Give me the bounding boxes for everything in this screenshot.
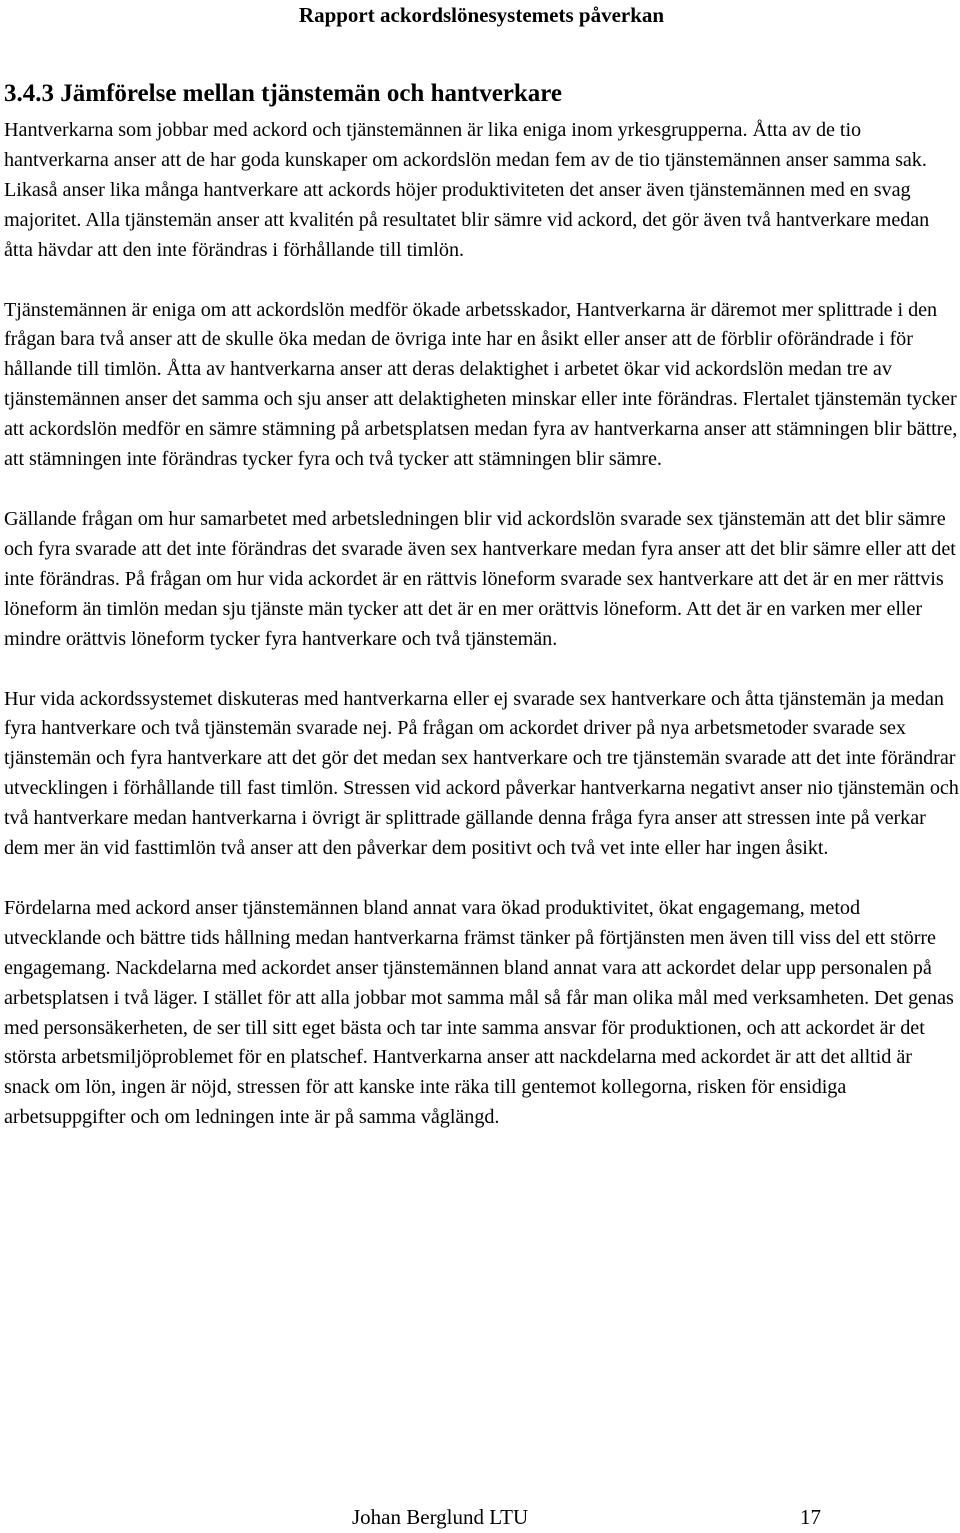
paragraph-knowledge-productivity: Hantverkarna som jobbar med ackord och tjänstemännen är lika eniga inom yrkesgrupperna. Åtta av de tio hantverkarna anser att de har goda kunskaper om ackordslön medan fem av de tio tjänstemännen anser samma sak. Likaså anser lika många hantverkare att ackords höjer produktiviteten det anser även tjänstemännen med en svag majoritet. Alla tjänstemän anser att kvalitén på resultatet blir sämre vid ackord, det gör även två hantverkare medan åtta hävdar att den inte förändras i förhållande till timlön. bbox=[4, 119, 930, 261]
paragraph-injuries-atmosphere: Tjänstemännen är eniga om att ackordslön medför ökade arbetsskador, Hantverkarna är däremot mer splittrade i den frågan bara två anser att de skulle öka medan de övriga inte har en åsikt eller anser att de förblir oförändrade i för hållande till timlön. Åtta av hantverkarna anser att deras delaktighet i arbetet ökar vid ackordslön medan tre av tjänstemännen anser det samma och sju anser att delaktigheten minskar eller inte förändras. Flertalet tjänstemän tycker att ackordslön medför en sämre stämning på arbetsplatsen medan fyra av hantverkarna anser att stämningen blir bättre, att stämningen inte förändras tycker fyra och två tycker att stämningen blir sämre. bbox=[4, 298, 958, 471]
section-heading: 3.4.3 Jämförelse mellan tjänstemän och hantverkare bbox=[4, 80, 563, 107]
paragraph-discussion-stress: Hur vida ackordssystemet diskuteras med hantverkarna eller ej svarade sex hantverkare och åtta tjänstemän ja medan fyra hantverkare och två tjänstemän svarade nej. På frågan om ackordet driver på nya arbetsmetoder svarade sex tjänstemän och fyra hantverkare att det gör det medan sex hantverkare och tre tjänstemän svarade att det inte förändrar utvecklingen i förhållande till fast timlön. Stressen vid ackord påverkar hantverkarna negativt anser nio tjänstemän och två hantverkare medan hantverkarna i övrigt är splittrade gällande denna fråga fyra anser att stressen inte på verkar dem mer än vid fasttimlön två anser att den påverkar dem positivt och två vet inte eller har ingen åsikt. bbox=[4, 687, 959, 860]
body-text bbox=[4, 116, 960, 1163]
page-number: 17 bbox=[800, 1505, 821, 1529]
paragraph-cooperation-fairness: Gällande frågan om hur samarbetet med arbetsledningen blir vid ackordslön svarade sex tjänstemän att det blir sämre och fyra svarade att det inte förändras det svarade även sex hantverkare medan fyra anser att det blir sämre eller att det inte förändras. På frågan om hur vida ackordet är en rättvis löneform svarade sex hantverkare att det är en mer rättvis löneform än timlön medan sju tjänste män tycker att det är en mer orättvis löneform. Att det är en varken mer eller mindre orättvis löneform tycker fyra hantverkare och två tjänstemän. bbox=[4, 507, 956, 650]
footer-author: Johan Berglund LTU bbox=[352, 1505, 529, 1529]
paragraph-advantages-disadvantages: Fördelarna med ackord anser tjänstemännen bland annat vara ökad produktivitet, ökat engagemang, metod utvecklande och bättre tids hållning medan hantverkarna främst tänker på förtjänsten men även till viss del ett större engagemang. Nackdelarna med ackordet anser tjänstemännen bland annat vara att ackordet delar upp personalen på arbetsplatsen i två läger. I stället för att alla jobbar mot samma mål så får man olika mål med verksamheten. Det genas med personsäkerheten, de ser till sitt eget bästa och tar inte samma ansvar för produktionen, och att ackordet är det största arbetsmiljöproblemet för en platschef. Hantverkarna anser att nackdelarna med ackordet är att det alltid är snack om lön, ingen är nöjd, stressen för att kanske inte räka till gentemot kollegorna, risken för ensidiga arbetsuppgifter och om ledningen inte är på samma våglängd. bbox=[4, 896, 954, 1129]
page-header: Rapport ackordslönesystemets påverkan bbox=[298, 3, 665, 27]
